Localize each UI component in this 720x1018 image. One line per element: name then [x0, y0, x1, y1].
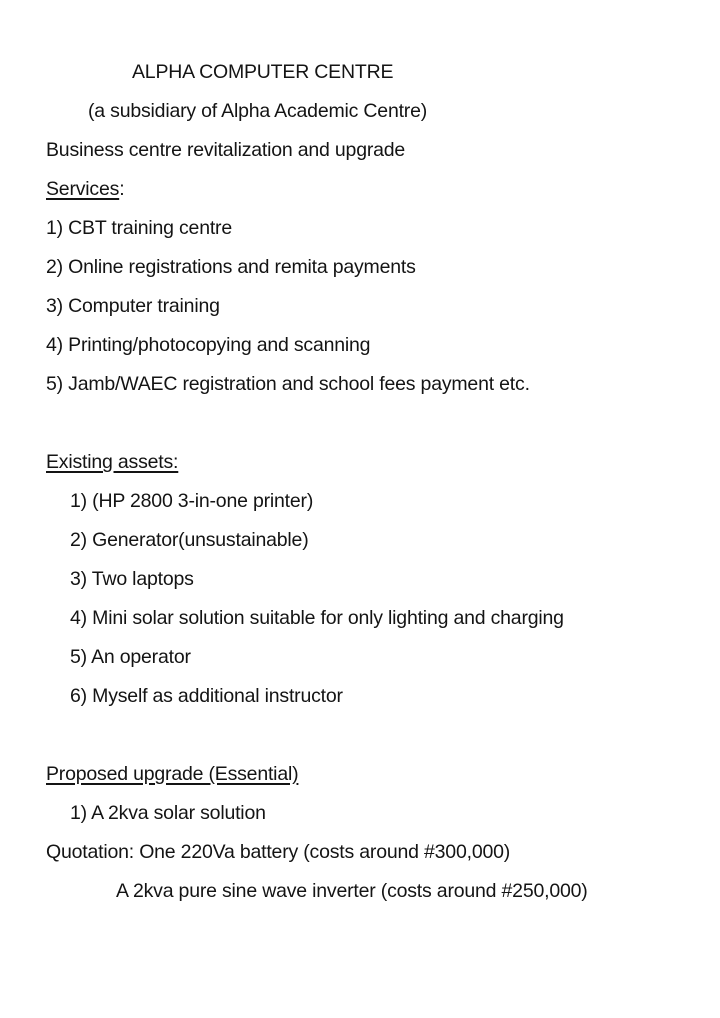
quotation-line: Quotation: One 220Va battery (costs around #300,000) — [46, 841, 511, 863]
quotation-line: A 2kva pure sine wave inverter (costs around #250,000) — [116, 880, 588, 902]
service-item: 4) Printing/photocopying and scanning — [46, 334, 371, 356]
service-item: 3) Computer training — [46, 295, 220, 317]
document-heading: Business centre revitalization and upgrade — [46, 139, 406, 161]
asset-item: 5) An operator — [70, 646, 191, 668]
asset-item: 1) (HP 2800 3-in-one printer) — [70, 490, 314, 512]
asset-item: 4) Mini solar solution suitable for only lighting and charging — [70, 607, 564, 629]
asset-item: 2) Generator(unsustainable) — [70, 529, 309, 551]
service-item: 5) Jamb/WAEC registration and school fees payment etc. — [46, 373, 530, 395]
upgrade-heading: Proposed upgrade (Essential) — [46, 763, 299, 785]
service-item: 1) CBT training centre — [46, 217, 232, 239]
asset-item: 3) Two laptops — [70, 568, 194, 590]
asset-item: 6) Myself as additional instructor — [70, 685, 343, 707]
services-colon: : — [119, 178, 125, 200]
services-label: Services — [46, 178, 120, 200]
services-heading — [46, 177, 124, 201]
document-subtitle: (a subsidiary of Alpha Academic Centre) — [88, 100, 428, 122]
assets-heading: Existing assets: — [46, 451, 179, 473]
service-item: 2) Online registrations and remita payments — [46, 256, 416, 278]
upgrade-item: 1) A 2kva solar solution — [70, 802, 266, 824]
document-title: ALPHA COMPUTER CENTRE — [132, 61, 394, 83]
